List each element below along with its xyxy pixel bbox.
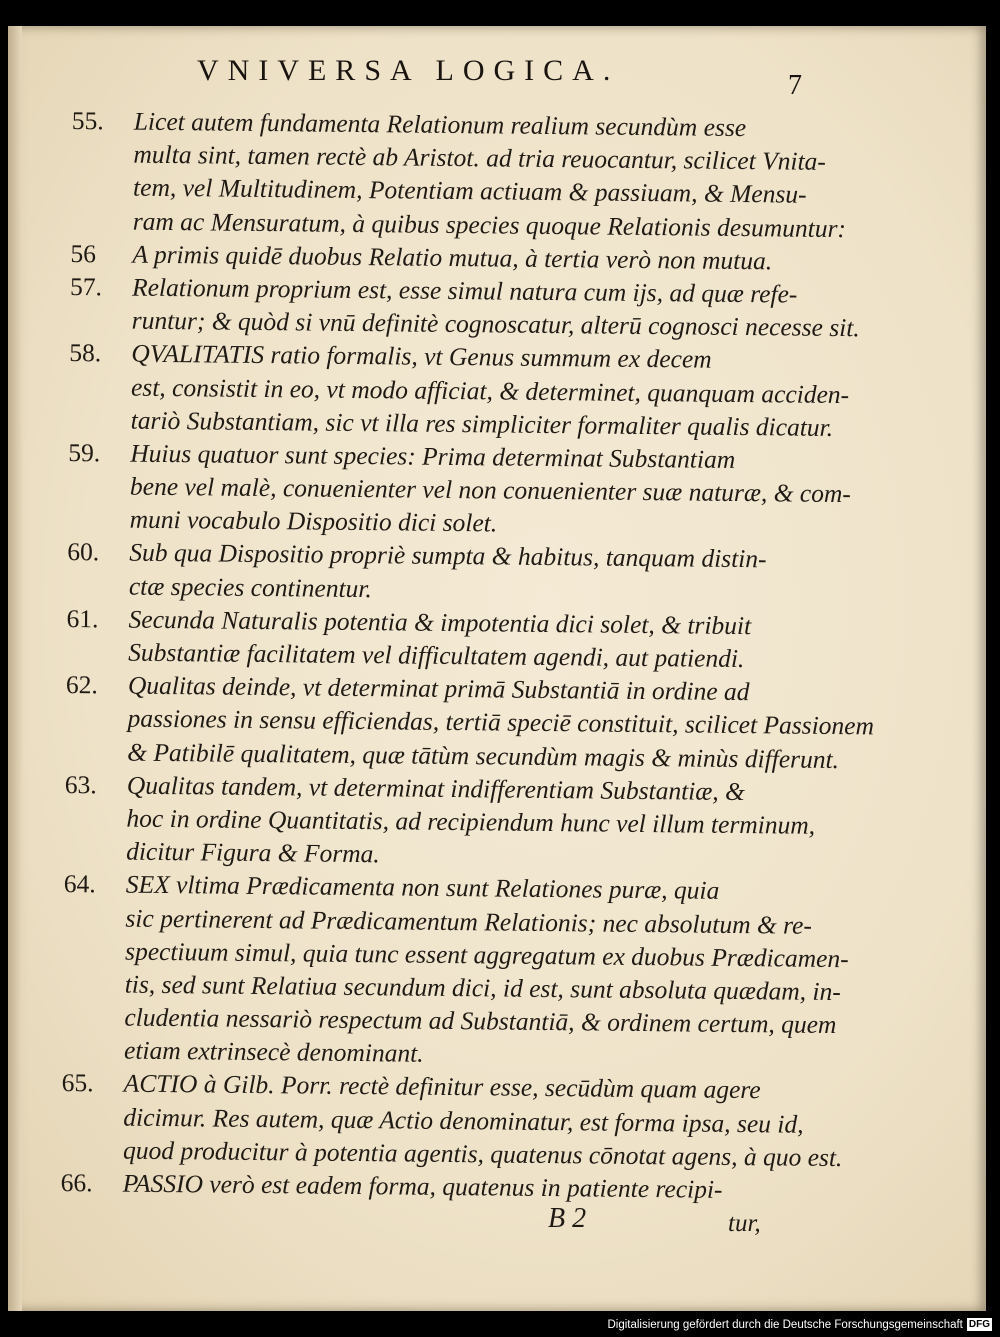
line-text: ACTIO à Gilb. Porr. rectè definitur esse, secūdùm quam agere bbox=[123, 1069, 761, 1105]
line-text: cludentia nessariò respectum ad Substantiā, & ordinem certum, quem bbox=[124, 1002, 837, 1040]
paragraph-number bbox=[67, 594, 129, 595]
line-text: Substantiæ facilitatem vel difficultatem agendi, aut patiendi. bbox=[128, 637, 745, 674]
line-text: bene vel malè, conuenienter vel non conuenienter suæ naturæ, & com- bbox=[129, 471, 852, 509]
line-text: etiam extrinsecè denominant. bbox=[123, 1035, 424, 1068]
line-text: SEX vltima Prædicamenta non sunt Relationes puræ, quia bbox=[125, 869, 720, 906]
paragraph-number bbox=[65, 726, 127, 727]
paragraph-number: 59. bbox=[68, 437, 101, 468]
line-text: runtur; & quòd si vnū definitè cognoscatur, alterū cognosci necesse sit. bbox=[131, 305, 860, 343]
line-text: Huius quatuor sunt species: Prima determinat Substantiam bbox=[130, 438, 736, 474]
paragraph-number bbox=[62, 1058, 124, 1059]
line-text: multa sint, tamen rectè ab Aristot. ad tria reuocantur, scilicet Vnita- bbox=[133, 139, 827, 177]
paragraph-number bbox=[65, 760, 127, 761]
line-text: dicitur Figura & Forma. bbox=[126, 836, 380, 869]
running-header: VNIVERSA LOGICA. bbox=[197, 54, 620, 87]
line-text: tem, vel Multitudinem, Potentiam actiuam & passiuam, & Mensu- bbox=[132, 173, 807, 210]
page-gutter bbox=[8, 26, 22, 1311]
paragraph-number bbox=[71, 195, 133, 196]
paragraph-number bbox=[66, 660, 128, 661]
paragraph-number bbox=[71, 229, 133, 230]
line-text: & Patibilē qualitatem, quæ tātùm secundùm magis & minùs differunt. bbox=[127, 737, 840, 774]
digitization-footer bbox=[607, 1318, 992, 1331]
paragraph-number: 58. bbox=[69, 338, 102, 368]
line-text: passiones in sensu efficiendas, tertiā speciē constituit, scilicet Passionem bbox=[127, 703, 875, 741]
line-text: muni vocabulo Dispositio dici solet. bbox=[129, 504, 498, 538]
paragraph-number: 56 bbox=[70, 238, 97, 269]
paragraph-number: 55. bbox=[71, 105, 104, 136]
paragraph-number bbox=[63, 925, 125, 926]
line-text: A primis quidē duobus Relatio mutua, à tertia verò non mutua. bbox=[132, 239, 773, 276]
paragraph-number: 60. bbox=[67, 537, 100, 567]
paragraph-number: 65. bbox=[61, 1068, 94, 1098]
paragraph-number bbox=[69, 394, 131, 395]
body-text bbox=[60, 104, 875, 1207]
line-text: est, consistit in eo, vt modo afficiat, & determinet, quanquam acciden- bbox=[130, 372, 850, 409]
line-text: tis, sed sunt Relatiua secundum dici, id est, sunt absoluta quædam, in- bbox=[124, 969, 841, 1006]
line-text: hoc in ordine Quantitatis, ad recipiendum hunc vel illum terminum, bbox=[126, 803, 816, 840]
paragraph-number: 57. bbox=[69, 271, 103, 302]
dfg-logo: DFG bbox=[968, 1319, 990, 1330]
line-text: Sub qua Dispositio propriè sumpta & habitus, tanquam distin- bbox=[129, 538, 767, 574]
line-text: Secunda Naturalis potentia & impotentia dici solet, & tribuit bbox=[128, 604, 752, 640]
paragraph-number: 64. bbox=[63, 869, 96, 899]
paragraph-number bbox=[63, 992, 125, 993]
paragraph-number bbox=[64, 859, 126, 860]
paragraph-number bbox=[61, 1158, 123, 1159]
line-text: dicimur. Res autem, quæ Actio denominatur, est forma ipsa, seu id, bbox=[123, 1102, 804, 1139]
line-text: PASSIO verò est eadem forma, quatenus in patiente recipi- bbox=[122, 1168, 723, 1204]
paragraph-number: 61. bbox=[66, 603, 99, 634]
signature-mark: B 2 bbox=[548, 1203, 587, 1234]
line-text: sic pertinerent ad Prædicamentum Relationis; nec absolutum & re- bbox=[125, 903, 813, 940]
line-text: Qualitas deinde, vt determinat primā Substantiā in ordine ad bbox=[127, 670, 750, 707]
line-text: QVALITATIS ratio formalis, vt Genus summum ex decem bbox=[131, 338, 712, 375]
line-text: Qualitas tandem, vt determinat indifferentiam Substantiæ, & bbox=[126, 770, 746, 806]
paragraph-number bbox=[63, 959, 125, 960]
paragraph-number bbox=[71, 162, 133, 163]
paragraph-number: 62. bbox=[65, 670, 98, 700]
paragraph-number bbox=[68, 527, 130, 528]
line-text: quod producitur à potentia agentis, quatenus cōnotat agens, à quo est. bbox=[122, 1135, 843, 1172]
paragraph-number bbox=[69, 428, 131, 429]
funding-credit: Digitalisierung gefördert durch die Deutsche Forschungsgemeinschaft bbox=[607, 1318, 963, 1331]
paragraph-number: 66. bbox=[60, 1167, 93, 1198]
paragraph-number bbox=[64, 826, 126, 827]
page-number: 7 bbox=[788, 70, 802, 101]
paragraph-number bbox=[68, 494, 130, 495]
line-text: ctæ species continentur. bbox=[128, 571, 373, 603]
paragraph-number bbox=[62, 1025, 124, 1026]
paragraph-number bbox=[70, 328, 132, 329]
line-text: Relationum proprium est, esse simul natura cum ijs, ad quæ refe- bbox=[131, 272, 798, 309]
catchword: tur, bbox=[728, 1210, 761, 1237]
line-text: spectiuum simul, quia tunc essent aggregatum ex duobus Prædicamen- bbox=[124, 936, 849, 973]
line-text: tariò Substantiam, sic vt illa res simpliciter formaliter qualis dicatur. bbox=[130, 405, 834, 442]
line-text: Licet autem fundamenta Relationum realium secundùm esse bbox=[133, 106, 747, 143]
paragraph-number: 63. bbox=[64, 769, 97, 800]
line-text: ram ac Mensuratum, à quibus species quoque Relationis desumuntur: bbox=[132, 206, 847, 243]
paragraph-number bbox=[61, 1125, 123, 1126]
